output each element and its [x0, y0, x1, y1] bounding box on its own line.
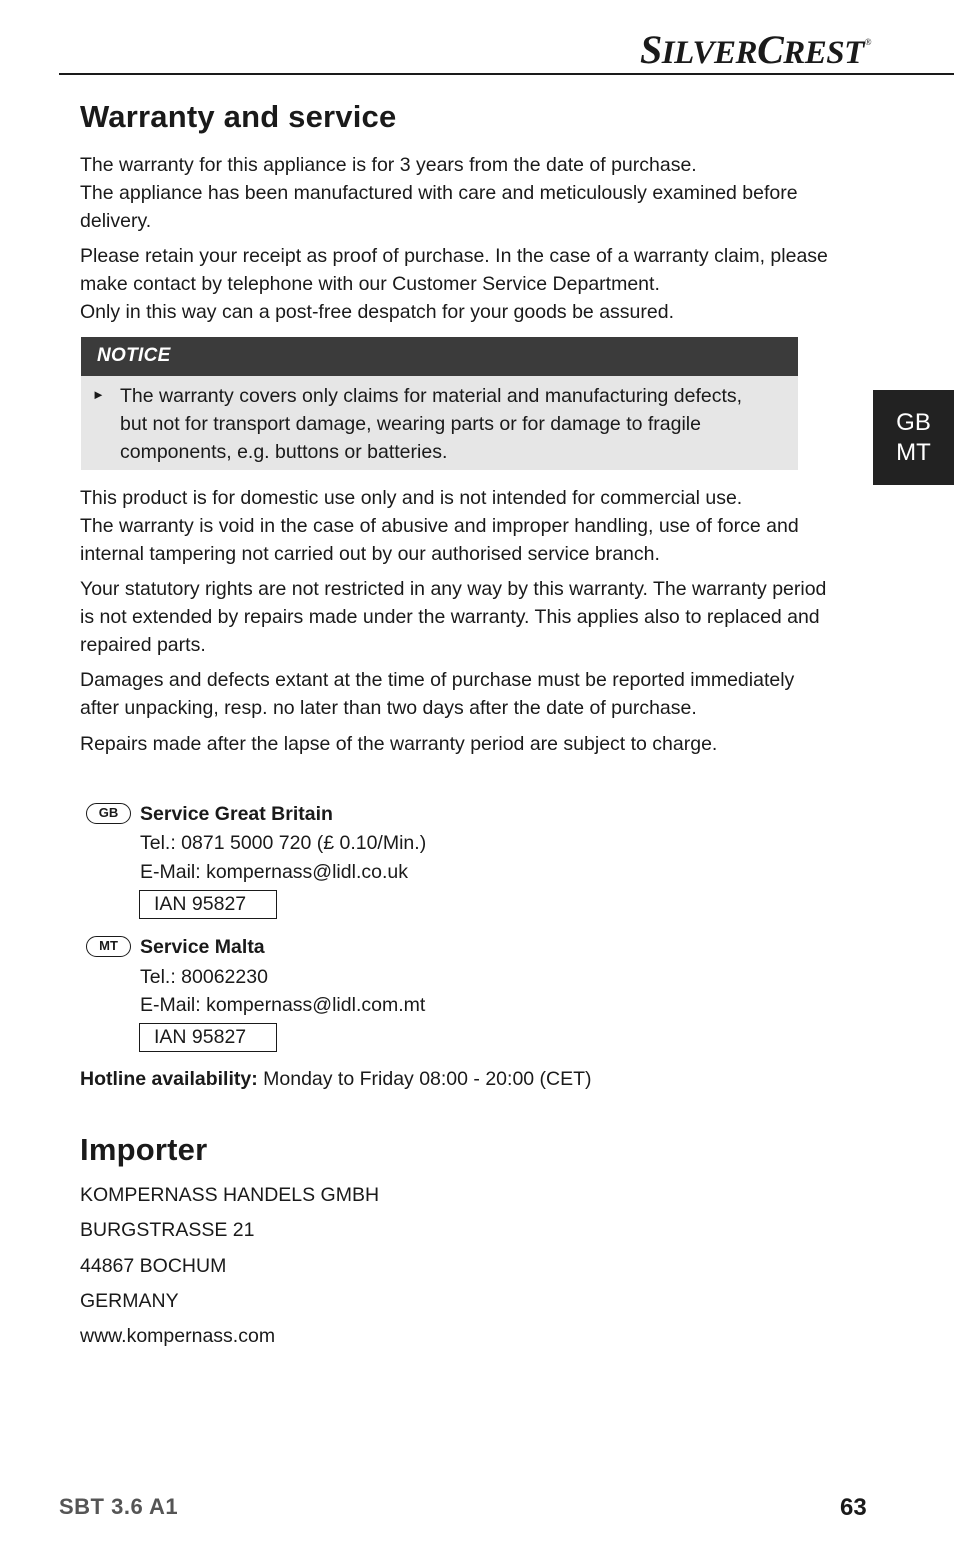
header-rule [59, 73, 954, 75]
gb-country-badge: GB [86, 803, 131, 824]
service-mt-ian: IAN 95827 [139, 1023, 277, 1052]
service-mt-email: E-Mail: kompernass@lidl.com.mt [140, 994, 426, 1016]
hotline-availability: Hotline availability: Monday to Friday 08:00 - 20:00 (CET) [80, 1068, 592, 1090]
footer-model-number: SBT 3.6 A1 [59, 1494, 179, 1519]
warranty-heading: Warranty and service [80, 99, 397, 134]
warranty-paragraph-6: Repairs made after the lapse of the warranty period are subject to charge. [80, 733, 718, 755]
importer-country: GERMANY [80, 1290, 179, 1312]
notice-heading: NOTICE [81, 337, 798, 376]
importer-heading: Importer [80, 1132, 208, 1167]
warranty-paragraph-3: This product is for domestic use only and is not intended for commercial use. The warranty is void in the case of abusive and improper handling, use of force and internal tampering not carried out by our authorised service branch. [80, 487, 799, 565]
brand-logo: SILVERCREST® [640, 27, 872, 72]
service-gb-tel: Tel.: 0871 5000 720 (£ 0.10/Min.) [140, 832, 427, 854]
importer-company: KOMPERNASS HANDELS GMBH [80, 1184, 380, 1206]
service-gb-title: Service Great Britain [140, 803, 333, 825]
mt-country-badge: MT [86, 936, 131, 957]
language-tab [873, 390, 954, 485]
warranty-paragraph-1: The warranty for this appliance is for 3 years from the date of purchase. The appliance has been manufactured with care and meticulously examined before delivery. [80, 154, 798, 232]
warranty-paragraph-5: Damages and defects extant at the time of purchase must be reported immediately after unpacking, resp. no later than two days after the date of purchase. [80, 669, 795, 719]
service-mt-title: Service Malta [140, 936, 265, 958]
service-gb-ian: IAN 95827 [139, 890, 277, 919]
notice-text: The warranty covers only claims for material and manufacturing defects, but not for transport damage, wearing parts or for damage to fragile components, e.g. buttons or batteries. [120, 385, 743, 463]
service-mt-tel: Tel.: 80062230 [140, 966, 268, 988]
page-number: 63 [840, 1494, 867, 1521]
importer-website: www.kompernass.com [80, 1325, 276, 1347]
lang-mt: MT [896, 439, 931, 466]
service-gb-email: E-Mail: kompernass@lidl.co.uk [140, 861, 408, 883]
warranty-paragraph-2: Please retain your receipt as proof of purchase. In the case of a warranty claim, please make contact by telephone with our Customer Service Department. Only in this way can a post-free despatch for your goods be assured. [80, 245, 828, 323]
importer-street: BURGSTRASSE 21 [80, 1219, 255, 1241]
importer-city: 44867 BOCHUM [80, 1255, 227, 1277]
warranty-paragraph-4: Your statutory rights are not restricted in any way by this warranty. The warranty period is not extended by repairs made under the warranty. This applies also to replaced and repaired parts. [80, 578, 827, 656]
bullet-arrow-icon: ► [92, 387, 105, 402]
lang-gb: GB [896, 409, 931, 436]
